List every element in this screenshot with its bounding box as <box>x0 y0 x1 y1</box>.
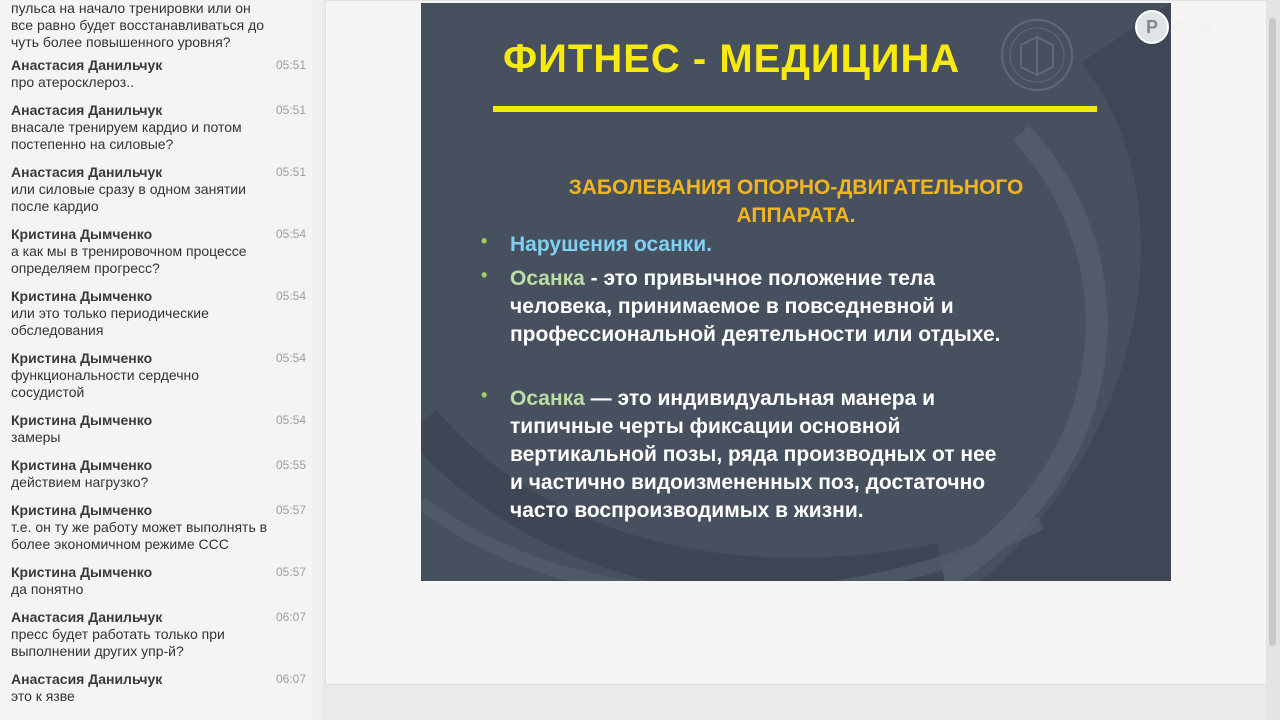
chat-message-time: 06:07 <box>275 672 306 686</box>
watermark-text: Pixel <box>1173 17 1213 36</box>
chat-message-author: Кристина Дымченко <box>11 564 153 580</box>
chat-message-text-line: или это только периодические <box>11 305 209 321</box>
bullet-text-line: типичные черты фиксации основной <box>510 415 901 438</box>
chat-message-author: Анастасия Данильчук <box>11 57 163 73</box>
chat-message-text-line: пресс будет работать только при <box>11 626 225 642</box>
chat-message-time: 05:54 <box>275 413 306 427</box>
stage-scrollbar-thumb[interactable] <box>1269 18 1276 646</box>
chat-message-time: 05:54 <box>275 227 306 241</box>
chat-message <box>0 406 312 451</box>
bullet-text-line: и частично видоизмененных поз, достаточно <box>510 471 986 494</box>
chat-message-text-line: действием нагрузко? <box>11 474 149 490</box>
bullet-text-line <box>510 265 1000 293</box>
watermark <box>1135 10 1213 44</box>
chat-message <box>0 558 312 603</box>
chat-message <box>0 451 312 496</box>
chat-message-text-line: замеры <box>11 429 61 445</box>
chat-message-continuation <box>0 0 301 51</box>
title-underline <box>493 106 1097 112</box>
bullet-text-segment: — это индивидуальная манера и <box>584 387 936 410</box>
bullet-text-line: часто воспроизводимых в жизни. <box>510 499 864 522</box>
bullet-icon: • <box>481 231 488 251</box>
chat-message-text-line: внасале тренируем кардио и потом <box>11 119 242 135</box>
chat-message <box>0 158 312 220</box>
chat-message-time: 05:54 <box>275 351 306 365</box>
chat-message-text-line: определяем прогресс? <box>11 260 160 276</box>
chat-message-author: Кристина Дымченко <box>11 457 153 473</box>
chat-message <box>0 665 312 710</box>
bullet-posture-individual <box>510 385 996 525</box>
slide-section-heading <box>501 174 1091 230</box>
chat-panel <box>0 0 313 720</box>
chat-message <box>0 51 312 96</box>
chat-message-list[interactable] <box>0 0 312 710</box>
chat-message-time: 05:51 <box>275 165 306 179</box>
chat-message-author: Кристина Дымченко <box>11 288 153 304</box>
chat-message-author: Анастасия Данильчук <box>11 164 163 180</box>
chat-message <box>0 282 312 344</box>
bullet-text-segment: - это привычное положение тела <box>584 267 935 290</box>
chat-message-time: 05:51 <box>275 103 306 117</box>
chat-message-author: Кристина Дымченко <box>11 350 153 366</box>
chat-message-time: 05:54 <box>275 289 306 303</box>
chat-message-text-line: чуть более повышенного уровня? <box>11 34 231 50</box>
chat-message <box>0 344 312 406</box>
chat-message-text-line: все равно будет восстанавливаться до <box>11 17 265 33</box>
chat-message-text-line: функциональности сердечно <box>11 367 200 383</box>
chat-message-text-line: пульса на начало тренировки или он <box>11 0 251 16</box>
watermark-logo-letter: P <box>1145 16 1158 37</box>
chat-message-time: 05:57 <box>275 565 306 579</box>
stage-scrollbar[interactable] <box>1266 0 1280 720</box>
presentation-area <box>322 0 1280 720</box>
chat-message <box>0 96 312 158</box>
chat-message-author: Анастасия Данильчук <box>11 671 163 687</box>
chat-scrollbar[interactable] <box>312 0 322 720</box>
chat-message-author: Анастасия Данильчук <box>11 609 163 625</box>
chat-message-text-line: да понятно <box>11 581 84 597</box>
chat-message <box>0 603 312 665</box>
chat-message-text-line: постепенно на силовые? <box>11 136 174 152</box>
bullet-text-line: вертикальной позы, ряда производных от нее <box>510 443 997 466</box>
term-posture: Осанка <box>510 387 585 410</box>
chat-message-text-line: про атеросклероз.. <box>11 74 134 90</box>
slide <box>421 3 1171 581</box>
bullet-posture-definition <box>510 265 1000 349</box>
chat-message-text-line: сосудистой <box>11 384 85 400</box>
bullet-posture-disorders: Нарушения осанки. <box>510 233 713 256</box>
chat-message-text-line: более экономичном режиме ССС <box>11 536 229 552</box>
bullet-icon: • <box>481 265 488 285</box>
chat-message-author: Кристина Дымченко <box>11 226 153 242</box>
chat-message-time: 05:57 <box>275 503 306 517</box>
section-heading-line: АППАРАТА. <box>736 204 856 227</box>
chat-message <box>0 220 312 282</box>
chat-message-text-line: это к язве <box>11 688 75 704</box>
presentation-panel <box>325 0 1267 685</box>
watermark-logo-icon <box>1135 10 1169 44</box>
slide-title: ФИТНЕС - МЕДИЦИНА <box>503 37 961 81</box>
chat-message-time: 06:07 <box>275 610 306 624</box>
chat-message-author: Кристина Дымченко <box>11 412 153 428</box>
bullet-icon: • <box>481 385 488 405</box>
academy-emblem-icon <box>999 15 1075 95</box>
chat-message-text-line: выполнении других упр-й? <box>11 643 184 659</box>
chat-message-text-line: т.е. он ту же работу может выполнять в <box>11 519 268 535</box>
section-heading-line: ЗАБОЛЕВАНИЯ ОПОРНО-ДВИГАТЕЛЬНОГО <box>568 176 1024 199</box>
chat-message-author: Кристина Дымченко <box>11 502 153 518</box>
chat-message-time: 05:55 <box>275 458 306 472</box>
term-posture: Осанка <box>510 267 585 290</box>
chat-message-text-line: или силовые сразу в одном занятии <box>11 181 246 197</box>
bullet-text-line: человека, принимаемое в повседневной и <box>510 295 954 318</box>
chat-message-author: Анастасия Данильчук <box>11 102 163 118</box>
chat-message-text-line: а как мы в тренировочном процессе <box>11 243 247 259</box>
chat-message <box>0 496 312 558</box>
bullet-text-line: профессиональной деятельности или отдыхе. <box>510 323 1001 346</box>
chat-message-text-line: обследования <box>11 322 104 338</box>
chat-message-time: 05:51 <box>275 58 306 72</box>
chat-message-text-line: после кардио <box>11 198 99 214</box>
bullet-text-line <box>510 385 996 413</box>
